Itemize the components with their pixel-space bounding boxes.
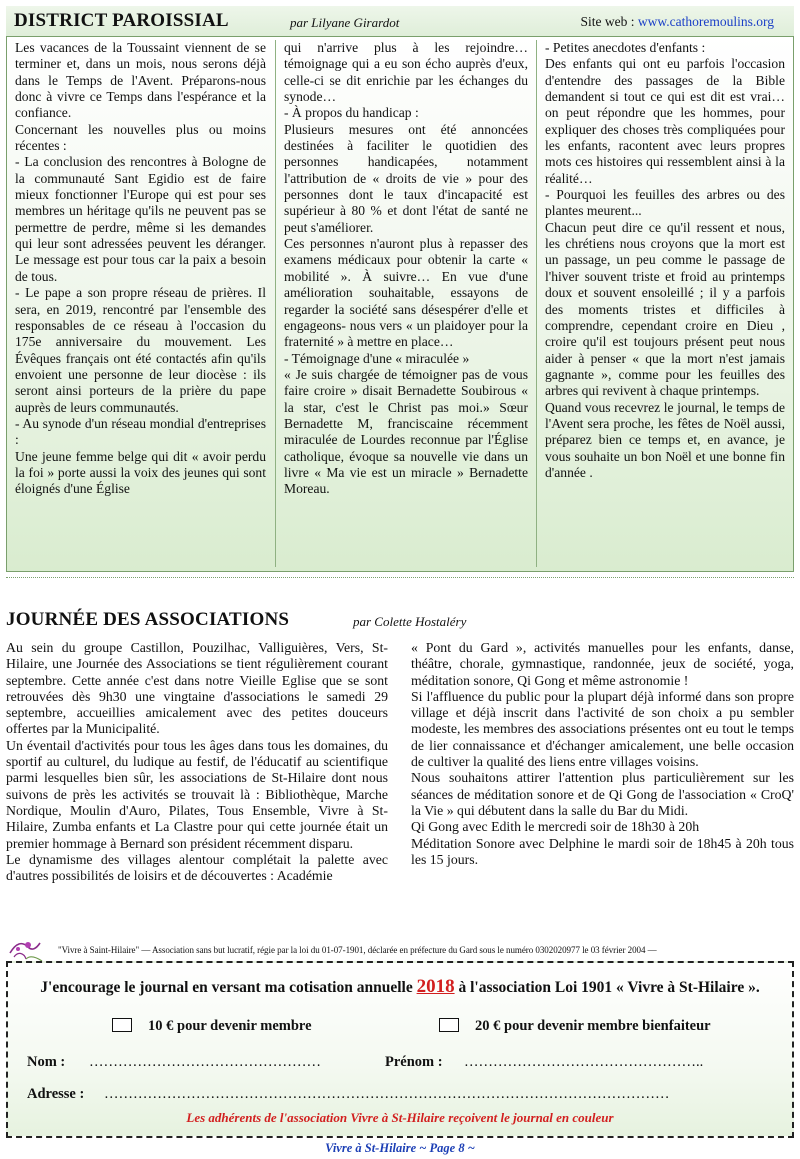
paroisse-column-1 (7, 40, 274, 567)
paragraph: Qi Gong avec Edith le mercredi soir de 18h30 à 20h (411, 819, 700, 835)
paragraph: Chacun peut dire ce qu'il ressent et nous, les chrétiens nous croyons que la mort est un passage, un peu comme le passage de l'hiver souvent triste et froid au printemps doux et souvent ensoleillé ; il y a parfois des moments tristes et difficiles à comprendre, cependant croire en Dieu , croire qu'il est toujours présent peut nous aider à penser « que la mort n'est jamais gagnante », comme pour les feuilles des arbres qui revivent à chaque printemps. (545, 219, 785, 399)
legal-notice: "Vivre à Saint-Hilaire" — Association sans but lucratif, régie par la loi du 01-07-1901, déclarée en préfecture du Gard sous le numéro 0302020977 le 03 février 2004 — (58, 945, 657, 955)
paragraph: - La conclusion des rencontres à Bologne de la communauté Sant Egidio est de faire mieux fonctionner l'Europe qui est pour ses membres un héritage qu'ils ne peuvent pas se permettre de perdre, même si les demandes qui leur sont adressées peuvent les déranger. Le message est pour tous car la paix a besoin de tous. (15, 154, 266, 284)
paragraph: - Le pape a son propre réseau de prières. Il sera, en 2019, rencontré par l'ensemble des responsables de ce réseau à l'occasion du 175e anniversaire du mouvement. Les Évêques français ont été contactés afin qu'ils envoient une personne de leur diocèse : ils seront ainsi porteurs de la prière du pape auprès de leurs communautés. (15, 285, 266, 415)
adresse-label: Adresse : (27, 1086, 85, 1102)
paragraph: Quand vous recevrez le journal, le temps de l'Avent sera proche, les fêtes de Noël aussi, préparez bien ce temps et, en avance, je vous souhaite un bon Noël et une bonne fin d'année . (545, 399, 785, 480)
paragraph: Le dynamisme des villages alentour complétait la palette avec d'autres possibilités de loisirs et de découvertes : Académie (6, 851, 388, 884)
paroisse-column-2 (275, 40, 536, 567)
paroisse-header (6, 6, 794, 36)
nom-label: Nom : (27, 1054, 66, 1070)
member-checkbox[interactable] (112, 1018, 132, 1032)
paragraph: Ces personnes n'auront plus à repasser des examens médicaux pour obtenir la carte « mobilité ». À suivre… En vue d'une amélioration souhaitable, essayons de regarder la société sans désespérer d'elle et engageons- nous vers « un plaidoyer pour la fraternité » à mettre en place… (284, 236, 528, 350)
associations-column-2 (411, 640, 794, 868)
paragraph: Plusieurs mesures ont été annoncées destinées à faciliter le quotidien des personnes handicapées, notamment l'attribution de « droits de vie » pour des personnes dont le taux d'incapacité est supérieur à 80 % et dont l'état de santé ne peut s'améliorer. (284, 121, 528, 235)
paroisse-article-box (6, 36, 794, 572)
website-label: Site web : (580, 14, 638, 29)
paragraph: Méditation Sonore avec Delphine le mardi soir de 18h45 à 20h tous les 15 jours. (411, 835, 794, 867)
paragraph: Si l'affluence du public pour la plupart déjà informé dans son propre village et déjà inscrit dans l'activité de son choix a pu sembler modeste, les membres des associations présentes ont eu tout le temps de lier connaissance et d'échanger amicalement, une belle occasion de cultiver la qualité des liens entre villages voisins. (411, 688, 794, 770)
form-note: Les adhérents de l'association Vivre à St-Hilaire reçoivent le journal en couleur (186, 1110, 614, 1125)
associations-column-1 (6, 640, 388, 884)
paroisse-website (581, 14, 774, 30)
associations-author: par Colette Hostaléry (353, 614, 467, 629)
paragraph: Nous souhaitons attirer l'attention plus particulièrement sur les séances de méditation sonore et de Qi Gong de l'association « CroQ' la Vie » qui débutent dans la salle du Bar du Midi. (411, 770, 794, 818)
paragraph: « Pont du Gard », activités manuelles pour les enfants, danse, théâtre, chorale, gymnastique, randonnée, jeux de société, yoga, méditation sonore, Qi Gong et même astronomie ! (411, 640, 794, 688)
form-intro-end: à l'association Loi 1901 « Vivre à St-Hilaire ». (454, 979, 760, 996)
prenom-label: Prénom : (385, 1054, 443, 1070)
form-intro-start: J'encourage le journal en versant ma cotisation annuelle (40, 979, 417, 996)
associations-title: JOURNÉE DES ASSOCIATIONS (6, 609, 290, 630)
form-year: 2018 (416, 976, 455, 997)
paragraph: - Petites anecdotes d'enfants : (545, 40, 706, 55)
membership-form (6, 961, 794, 1138)
paragraph: Des enfants qui ont eu parfois l'occasion d'entendre des passages de la Bible demandent si tout ce qui est dit est vrai… on peut répondre que les hommes, pour expliquer des choses très compliquées pour les enfants, racontent avec leurs propres mots ces histoires qui ressemblent ainsi à la réalité… (545, 56, 785, 186)
benefactor-checkbox[interactable] (439, 1018, 459, 1032)
paragraph: - À propos du handicap : (284, 105, 419, 121)
paragraph: - Au synode d'un réseau mondial d'entreprises : (15, 415, 266, 448)
website-link[interactable]: www.cathoremoulins.org (637, 14, 774, 29)
paragraph: qui n'arrive plus à les rejoindre… témoignage qui a eu son écho auprès d'eux, celle-ci se dit enrichie par les échanges du synode… (284, 40, 528, 105)
paroisse-title: DISTRICT PAROISSIAL (14, 10, 229, 31)
paragraph: « Je suis chargée de témoigner pas de vous faire croire » disait Bernadette Soubirous « la star, c'est le Christ pas moi.» Sœur Bernadette M, franciscaine récemment miraculée de Lourdes reconnue par l'Église catholique, évoque sa nouvelle vie dans un livre « Ma vie est un miracle » Bernadette Moreau. (284, 366, 528, 497)
paragraph: Une jeune femme belge qui dit « avoir perdu la foi » porte aussi la voix des jeunes qui sont éloignés d'une Église (15, 448, 266, 497)
adresse-field[interactable]: ……………………………………………………………………………………………………… (104, 1086, 670, 1102)
paroisse-column-3 (536, 40, 793, 567)
paroisse-author: par Lilyane Girardot (290, 15, 400, 30)
nom-field[interactable]: ………………………………………… (89, 1054, 321, 1070)
form-intro (8, 976, 792, 998)
paragraph: Un éventail d'activités pour tous les âges dans tous les domaines, du sportif au culturel, du ludique au festif, de l'éducatif au scientifique parmi lesquelles bien sûr, les associations de St-Hilaire dont nous suivons de près les activités se trouvait là : Bibliothèque, Marche Nordique, Moulin d'Auro, Pilates, Tous Ensemble, Vivre à St-Hilaire, Zumba enfants et La Clastre pour qui cette journée était un premier hommage à Bernard son président récemment disparu. (6, 737, 388, 851)
page-footer: Vivre à St-Hilaire ~ Page 8 ~ (325, 1141, 475, 1155)
prenom-field[interactable]: ………………………………………….. (464, 1054, 704, 1070)
member-option-label: 10 € pour devenir membre (148, 1018, 312, 1034)
paragraph: Concernant les nouvelles plus ou moins récentes : (15, 121, 266, 154)
paragraph: Les vacances de la Toussaint viennent de se terminer et, dans un mois, nous serons déjà dans le Temps de l'Avent. Préparons-nous donc à vivre ce Temps dans l'espérance et la confiance. (15, 40, 266, 121)
benefactor-option-label: 20 € pour devenir membre bienfaiteur (475, 1018, 711, 1034)
section-divider (6, 577, 794, 578)
paragraph: Au sein du groupe Castillon, Pouzilhac, Valliguières, Vers, St-Hilaire, une Journée des Associations se tient régulièrement courant septembre. Cette année c'est dans notre Vieille Eglise que se sont retrouvées dès 9h30 une vingtaine d'associations le samedi 29 septembre, accueillies amicalement avec des petites douceurs offertes par la Municipalité. (6, 640, 388, 737)
paragraph: - Pourquoi les feuilles des arbres ou des plantes meurent... (545, 187, 785, 219)
paragraph: - Témoignage d'une « miraculée » (284, 350, 470, 366)
